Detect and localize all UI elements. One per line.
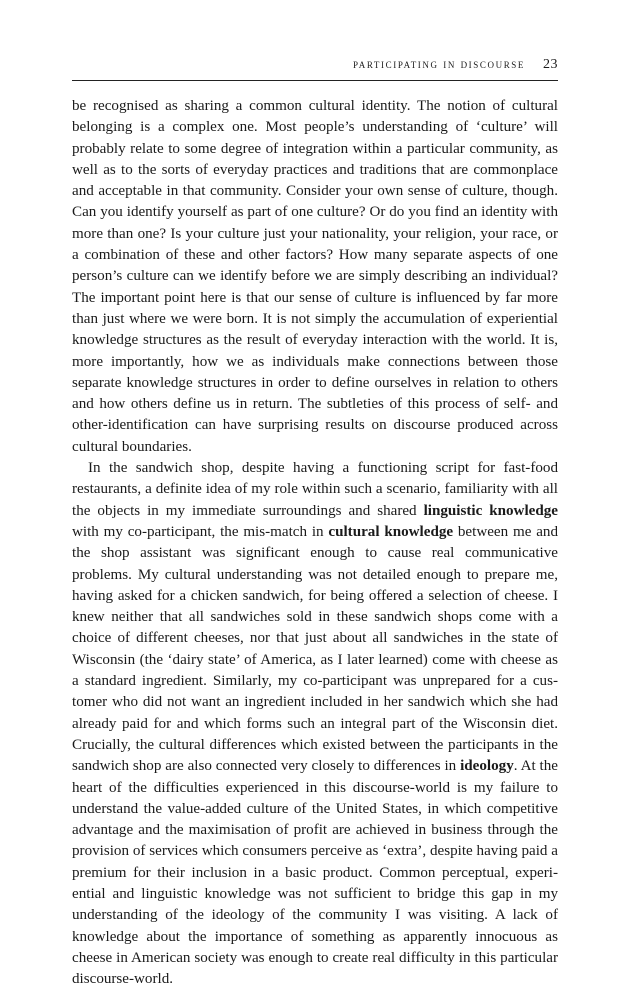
key-term-ideology: ideology bbox=[460, 758, 514, 775]
body-text bbox=[72, 96, 558, 990]
running-head bbox=[353, 57, 558, 73]
text-segment: In the sandwich shop, despite having a functioning script for fast-food restaurants, a definite idea of my role within such a scenario, familiarity with all the objects in my immediate surroundings and shared bbox=[72, 460, 558, 519]
running-title: participating in discourse bbox=[352, 57, 525, 71]
key-term-cultural-knowledge: cultural knowledge bbox=[328, 523, 454, 540]
text-segment: be recognised as sharing a common cultural identity. The notion of cultural belonging is a complex one. Most people’s understanding of ‘culture’ will probably relate to some degree of integration within a particular community, as well as to the sorts of everyday practices and traditions that are commonplace and acceptable in that community. Consider your own sense of culture, though. Can you identify yourself as part of one culture? Or do you find an identity with more than one? Is your culture just your nationality, your religion, your race, or a combination of these and other factors? How many separate aspects of one person’s culture can we identify before we are simply describing an individual? The important point here is that our sense of culture is influenced by far more than just where we were born. It is not simply the accumulation of experiential knowledge structures as the result of everyday interaction with the world. It is, more importantly, how we as individuals make connections between those separate knowledge structures in order to define ourselves in relation to others and how others define us in return. The subtleties of this process of self- and other-identification can have surprising results on discourse produced across cultural boundaries. bbox=[72, 98, 558, 455]
paragraph-2 bbox=[72, 458, 558, 990]
text-segment: with my co-participant, the mis-match in bbox=[72, 523, 329, 540]
header-rule bbox=[72, 80, 558, 81]
text-segment: . At the heart of the difficulties experienced in this discourse-world is my failure to understand the value-added culture of the United States, in which competitive advantage and the maximisation of profit are achieved in business through the provision of services which consumers perceive as ‘extra’, despite having paid a premium for their inclusion in a basic product. Common perceptual, experiential and linguistic knowledge was not sufficient to bridge this gap in my understanding of the ideology of the community I was visiting. A lack of knowledge about the importance of something as apparently innocuous as cheese in American society was enough to create real difficulty in this particular discourse-world. bbox=[72, 758, 558, 988]
paragraph-1 bbox=[72, 96, 558, 458]
page-number: 23 bbox=[543, 57, 558, 72]
text-segment: between me and the shop assistant was significant enough to cause real communicative problems. My cultural understanding was not detailed enough to prepare me, having asked for a chicken sandwich, for being offered a selection of cheese. I knew neither that all sandwiches sold in these sandwich shops come with a choice of different cheeses, nor that just about all sandwiches in the state of Wisconsin (the ‘dairy state’ of America, as I later learned) come with cheese as a standard ingredient. Similarly, my co-participant was unprepared for a customer who did not want an ingredient included in her sandwich which she had already paid for and which forms such an integral part of the Wisconsin diet. Crucially, the cultural differences which existed between the participants in the sandwich shop are also connected very closely to differences in bbox=[72, 523, 558, 775]
key-term-linguistic-knowledge: linguistic knowledge bbox=[423, 502, 558, 519]
